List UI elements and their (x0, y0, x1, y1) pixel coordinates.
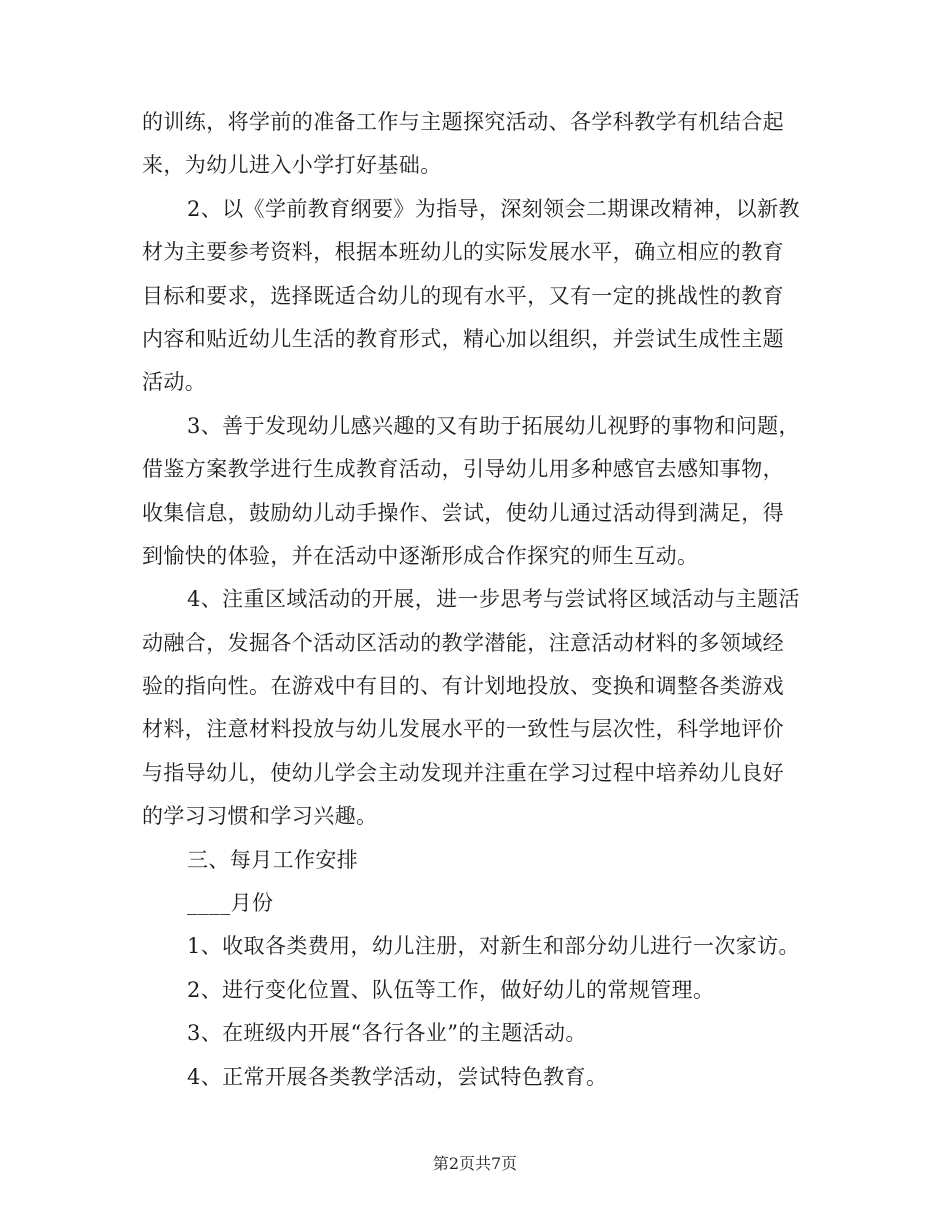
paragraph-line: 活动。 (142, 370, 207, 395)
paragraph-line: ____月份 (187, 891, 274, 916)
paragraph-line: 3、在班级内开展“各行各业”的主题活动。 (187, 1021, 587, 1046)
paragraph-line: 的训练，将学前的准备工作与主题探究活动、各学科教学有机结合起 (142, 110, 784, 134)
paragraph-line: 目标和要求，选择既适合幼儿的现有水平，又有一定的挑战性的教育 (142, 283, 784, 308)
paragraph-line: 收集信息，鼓励幼儿动手操作、尝试，使幼儿通过活动得到满足，得 (142, 500, 784, 525)
paragraph-line: 三、每月工作安排 (187, 847, 359, 872)
paragraph-line: 1、收取各类费用，幼儿注册，对新生和部分幼儿进行一次家访。 (187, 934, 800, 959)
paragraph-line: 2、以《学前教育纲要》为指导，深刻领会二期课改精神，以新教 (187, 196, 800, 221)
paragraph-line: 材料，注意材料投放与幼儿发展水平的一致性与层次性，科学地评价 (142, 717, 784, 742)
paragraph-line: 3、善于发现幼儿感兴趣的又有助于拓展幼儿视野的事物和问题， (187, 413, 800, 438)
paragraph-line: 材为主要参考资料，根据本班幼儿的实际发展水平，确立相应的教育 (142, 240, 784, 265)
paragraph-line: 与指导幼儿，使幼儿学会主动发现并注重在学习过程中培养幼儿良好 (142, 760, 784, 785)
page-number: 第2页共7页 (432, 1154, 518, 1173)
paragraph-line: 动融合，发掘各个活动区活动的教学潜能，注意活动材料的多领域经 (142, 630, 784, 655)
paragraph-line: 验的指向性。在游戏中有目的、有计划地投放、变换和调整各类游戏 (142, 674, 784, 699)
paragraph-line: 来，为幼儿进入小学打好基础。 (142, 153, 442, 178)
document-body (142, 101, 812, 1099)
paragraph-line: 内容和贴近幼儿生活的教育形式，精心加以组织，并尝试生成性主题 (142, 326, 784, 351)
paragraph-line: 的学习习惯和学习兴趣。 (142, 804, 378, 829)
paragraph-line: 4、注重区域活动的开展，进一步思考与尝试将区域活动与主题活 (187, 587, 800, 612)
paragraph-line: 4、正常开展各类教学活动，尝试特色教育。 (187, 1064, 608, 1089)
paragraph-line: 借鉴方案教学进行生成教育活动，引导幼儿用多种感官去感知事物， (142, 457, 784, 482)
paragraph-line: 到愉快的体验，并在活动中逐渐形成合作探究的师生互动。 (142, 543, 699, 568)
paragraph-line: 2、进行变化位置、队伍等工作，做好幼儿的常规管理。 (187, 977, 715, 1002)
